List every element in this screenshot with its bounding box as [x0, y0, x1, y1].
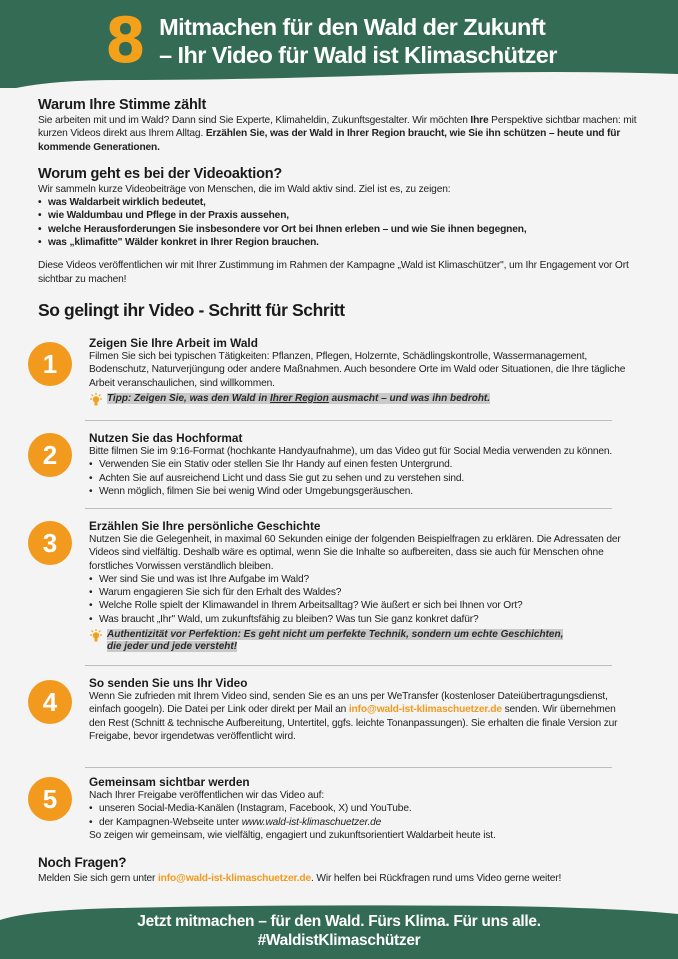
step-text: Nach Ihrer Freigabe veröffentlichen wir das Video auf: [89, 790, 325, 801]
step-text: Nutzen Sie die Gelegenheit, in maximal 60 Sekunden einige der folgenden Beispielfragen zu erklären. Die Adressaten der Videos sind vielfältig. Deshalb wäre es optimal, wenn Sie die Inhalte so aufbereiten, dass sie auch für Menschen ohne forstliches Vorwissen verständlich bleiben. [89, 534, 621, 572]
step-text-1: Wenn Sie zufrieden mit Ihrem Video sind, senden Sie es an uns per WeTransfer (kostenloser Dateiübertragungsdienst, einfach googeln). Die Datei per Link oder direkt per Mail an [89, 691, 608, 716]
intro-bold-end: Erzählen Sie, was der Wald in Ihrer Region braucht, wie Sie ihn schützen – heute und für kommende Generationen. [38, 128, 621, 153]
footer-banner [0, 880, 678, 959]
list-item: • was „klimafitte" Wälder konkret in Ihrer Region brauchen. [38, 236, 648, 249]
list-item: • Was braucht „Ihr" Wald, um zukunftsfähig zu bleiben? Was tun Sie ganz konkret dafür? [89, 613, 649, 626]
list-item: • was Waldarbeit wirklich bedeutet, [38, 196, 648, 209]
step-title: Zeigen Sie Ihre Arbeit im Wald [89, 336, 258, 350]
tip-underlined: Ihrer Region [270, 392, 329, 404]
tip-box [89, 629, 649, 653]
heading-questions: Noch Fragen? [38, 855, 127, 870]
tip-text-1: Tipp: Zeigen Sie, was den Wald in [107, 392, 270, 404]
tip-line-2: die jeder und jede versteht! [107, 641, 238, 653]
step-bullet-list [89, 573, 649, 626]
intro-paragraph [38, 114, 648, 154]
lightbulb-icon [89, 629, 103, 643]
step-text: Filmen Sie sich bei typischen Tätigkeiten: Pflanzen, Pflegen, Holzernte, Schädlingskontrolle, Wassermanagement, Bodenschutz, Naturverjüngung oder andere Maßnahmen. Auch besondere Orte im Wald oder Situationen, die Ihre tägliche Arbeit veranschaulichen, sind willkommen. [89, 351, 626, 389]
list-item-text: der Kampagnen-Webseite unter [99, 816, 242, 828]
step-text-2: senden. Wir übernehmen den Rest (Schnitt & technische Aufbereitung, Untertitel, ggfs. leichte Tonanpassungen). Sie erhalten die finale Version zur Freigabe, bevor irgendetwas veröffentlicht wird. [89, 704, 618, 742]
step-number-badge: 2 [28, 433, 72, 477]
step-closing: So zeigen wir gemeinsam, wie vielfältig, engagiert und zukunftsorientiert Waldarbeit heute ist. [89, 829, 496, 841]
step-title: Erzählen Sie Ihre persönliche Geschichte [89, 519, 321, 533]
questions-text-1: Melden Sie sich gern unter [38, 873, 158, 884]
divider [85, 508, 612, 509]
about-closing: Diese Videos veröffentlichen wir mit Ihrer Zustimmung im Rahmen der Kampagne „Wald ist Klimaschützer", um Ihr Engagement vor Ort sichtbar zu machen! [38, 260, 629, 285]
list-item: • Welche Rolle spielt der Klimawandel in Ihrem Arbeitsalltag? Wie äußert er sich bei Ihnen vor Ort? [89, 599, 649, 612]
divider [85, 665, 612, 666]
step-bullet-list [89, 802, 649, 829]
list-item: • Warum engagieren Sie sich für den Erhalt des Waldes? [89, 586, 649, 599]
email-link[interactable]: info@wald-ist-klimaschuetzer.de [157, 873, 312, 884]
page-title-line1: Mitmachen für den Wald der Zukunft [159, 14, 546, 40]
tip-line-1: Authentizität vor Perfektion: Es geht nicht um perfekte Technik, sondern um echte Geschichten, [107, 629, 564, 641]
questions-text-2: . Wir helfen bei Rückfragen rund ums Video gerne weiter! [311, 873, 562, 884]
step-text [89, 690, 634, 743]
page-title-line2: – Ihr Video für Wald ist Klimaschützer [159, 42, 557, 68]
tip-text [107, 629, 563, 653]
section-number: 8 [105, 4, 145, 77]
lightbulb-icon [89, 393, 103, 407]
step-text: Bitte filmen Sie im 9:16-Format (hochkante Handyaufnahme), um das Video gut für Social Media verwenden zu können. [89, 446, 613, 457]
about-lead: Wir sammeln kurze Videobeiträge von Menschen, die im Wald aktiv sind. Ziel ist es, zu zeigen: [38, 183, 451, 195]
website-link[interactable]: www.wald-ist-klimaschuetzer.de [241, 816, 382, 828]
intro-content [38, 96, 648, 286]
about-bullet-list [38, 196, 648, 249]
list-item: • Wer sind Sie und was ist Ihre Aufgabe im Wald? [89, 573, 649, 586]
step-number-badge: 5 [28, 777, 72, 821]
step-title: Nutzen Sie das Hochformat [89, 431, 243, 445]
step-title: So senden Sie uns Ihr Video [89, 676, 248, 690]
email-link[interactable]: info@wald-ist-klimaschuetzer.de [348, 704, 502, 716]
step-number-badge: 1 [28, 342, 72, 386]
tip-text-2: ausmacht – und was ihn bedroht. [328, 392, 491, 404]
tip-text [107, 393, 490, 405]
step-number-badge: 4 [28, 680, 72, 724]
list-item: • Verwenden Sie ein Stativ oder stellen Sie Ihr Handy auf einen festen Untergrund. [89, 458, 649, 471]
intro-bold-ihre: Ihre [470, 115, 489, 126]
header-banner [0, 0, 678, 88]
list-item: • unseren Social-Media-Kanälen (Instagram, Facebook, X) und YouTube. [89, 802, 649, 815]
list-item: • wie Waldumbau und Pflege in der Praxis aussehen, [38, 209, 648, 222]
intro-text-1: Sie arbeiten mit und im Wald? Dann sind Sie Experte, Klimaheldin, Zukunftsgestalter. Wir möchten [38, 115, 471, 126]
tip-box [89, 393, 649, 407]
step-title: Gemeinsam sichtbar werden [89, 775, 250, 789]
step-bullet-list [89, 458, 649, 498]
footer-hashtag: #WaldistKlimaschützer [257, 932, 421, 949]
page-title [159, 13, 557, 69]
list-item [89, 816, 649, 829]
steps-heading: So gelingt ihr Video - Schritt für Schritt [38, 300, 345, 320]
list-item: • welche Herausforderungen Sie insbesondere vor Ort bei Ihnen erleben – und wie Sie ihnen begegnen, [38, 223, 648, 236]
step-number-badge: 3 [28, 521, 72, 565]
divider [85, 420, 612, 421]
heading-about-video-action: Worum geht es bei der Videoaktion? [38, 165, 283, 182]
list-item: • Achten Sie auf ausreichend Licht und dass Sie gut zu sehen und zu verstehen sind. [89, 472, 649, 485]
footer-cta [0, 912, 678, 950]
list-item: • Wenn möglich, filmen Sie bei wenig Wind oder Umgebungsgeräuschen. [89, 485, 649, 498]
heading-why-voice-counts: Warum Ihre Stimme zählt [38, 97, 207, 113]
divider [85, 767, 612, 768]
intro-text-2: Perspektive sichtbar machen: mit kurzen Videos direkt aus Ihrem Alltag. [38, 115, 637, 140]
footer-line1: Jetzt mitmachen – für den Wald. Fürs Klima. Für uns alle. [137, 913, 541, 930]
